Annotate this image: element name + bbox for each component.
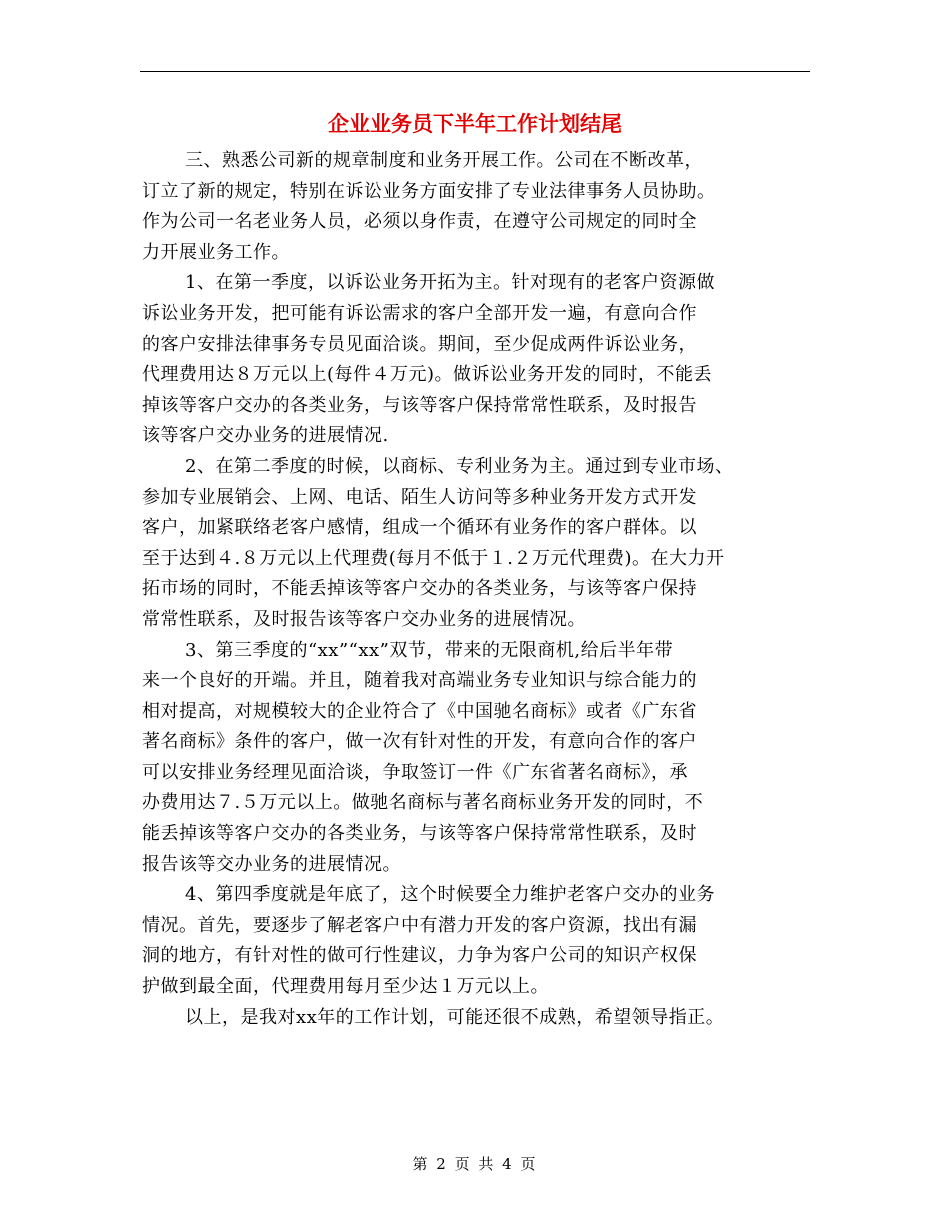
text-line: 代理费用达８万元以上(每件４万元)。做诉讼业务开发的同时，不能丢	[142, 364, 713, 386]
text-line: 的客户安排法律事务专员见面洽谈。期间，至少促成两件诉讼业务，	[142, 333, 697, 355]
text-line: 1、在第一季度，以诉讼业务开拓为主。针对现有的老客户资源做	[185, 272, 715, 294]
text-line: 著名商标》条件的客户，做一次有针对性的开发，有意向合作的客户	[142, 731, 697, 753]
text-line: 力开展业务工作。	[142, 241, 290, 263]
text-line: 常常性联系，及时报告该等客户交办业务的进展情况。	[142, 608, 586, 630]
paragraph-q2	[142, 452, 822, 636]
paragraph-section-three	[142, 146, 822, 268]
text-line: 客户，加紧联络老客户感情，组成一个循环有业务作的客户群体。以	[142, 517, 697, 539]
paragraph-q4	[142, 880, 822, 1002]
text-line: 参加专业展销会、上网、电话、陌生人访问等多种业务开发方式开发	[142, 486, 697, 508]
paragraph-q3	[142, 636, 822, 881]
text-line: 该等客户交办业务的进展情况.	[142, 425, 389, 447]
text-line: 3、第三季度的“xx”“xx”双节，带来的无限商机,给后半年带	[185, 639, 674, 661]
document-body	[142, 146, 822, 1033]
text-line: 2、在第二季度的时候，以商标、专利业务为主。通过到专业市场、	[185, 455, 734, 477]
text-line: 来一个良好的开端。并且，随着我对高端业务专业知识与综合能力的	[142, 670, 697, 692]
text-line: 至于达到４.８万元以上代理费(每月不低于１.２万元代理费)。在大力开	[142, 547, 725, 569]
text-line: 护做到最全面，代理费用每月至少达１万元以上。	[142, 976, 549, 998]
text-line: 订立了新的规定，特别在诉讼业务方面安排了专业法律事务人员协助。	[142, 180, 716, 202]
text-line: 4、第四季度就是年底了，这个时候要全力维护老客户交办的业务	[185, 884, 715, 906]
paragraph-closing	[142, 1003, 822, 1034]
document-title: 企业业务员下半年工作计划结尾	[328, 111, 622, 136]
text-line: 三、熟悉公司新的规章制度和业务开展工作。公司在不断改革，	[185, 150, 703, 171]
text-line: 以上，是我对xx年的工作计划，可能还很不成熟，希望领导指正。	[185, 1006, 725, 1028]
text-line: 作为公司一名老业务人员，必须以身作责，在遵守公司规定的同时全	[142, 211, 697, 233]
text-line: 办费用达７.５万元以上。做驰名商标与著名商标业务开发的同时，不	[142, 792, 704, 814]
text-line: 相对提高，对规模较大的企业符合了《中国驰名商标》或者《广东省	[142, 700, 697, 722]
text-line: 可以安排业务经理见面洽谈，争取签订一件《广东省著名商标》，承	[142, 761, 688, 783]
text-line: 拓市场的同时，不能丢掉该等客户交办的各类业务，与该等客户保持	[142, 578, 697, 600]
text-line: 洞的地方，有针对性的做可行性建议，力争为客户公司的知识产权保	[142, 945, 697, 967]
header-rule	[140, 71, 810, 72]
paragraph-q1	[142, 268, 822, 452]
text-line: 情况。首先，要逐步了解老客户中有潜力开发的客户资源，找出有漏	[142, 914, 697, 936]
text-line: 诉讼业务开发，把可能有诉讼需求的客户全部开发一遍，有意向合作	[142, 302, 697, 324]
text-line: 报告该等交办业务的进展情况。	[142, 853, 401, 875]
page-number-footer: 第 2 页 共 4 页	[412, 1155, 538, 1173]
text-line: 能丢掉该等客户交办的各类业务，与该等客户保持常常性联系，及时	[142, 823, 697, 845]
text-line: 掉该等客户交办的各类业务，与该等客户保持常常性联系，及时报告	[142, 394, 697, 416]
